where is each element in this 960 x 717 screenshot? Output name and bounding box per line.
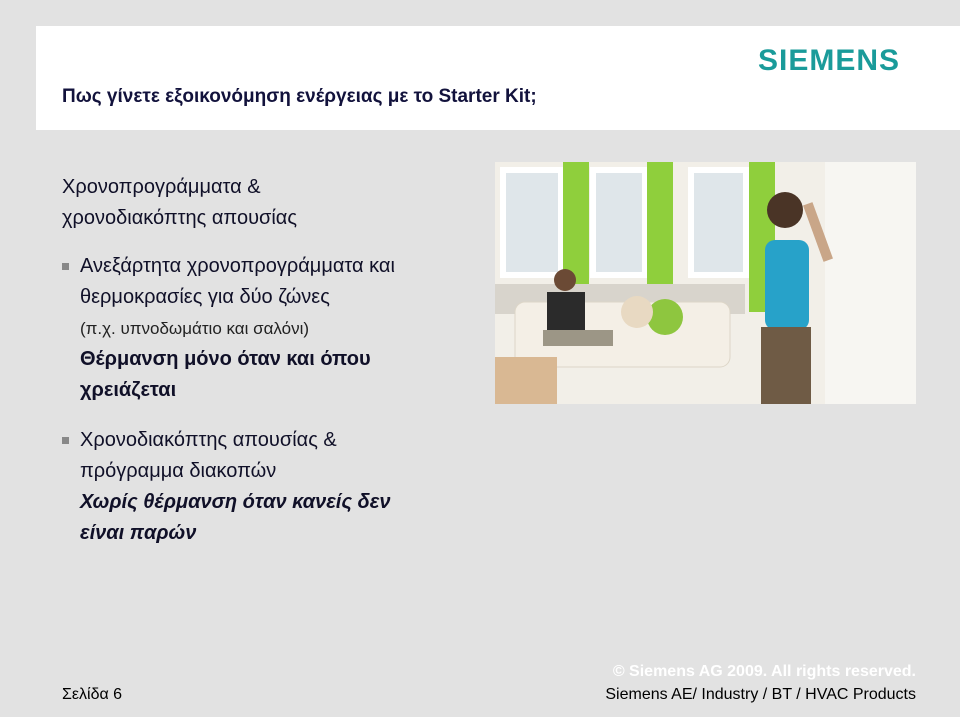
photo-illustration (495, 162, 916, 404)
header-band (36, 26, 960, 130)
square-bullet-icon (62, 263, 69, 270)
section-heading-line: χρονοδιακόπτης απουσίας (62, 207, 297, 229)
square-bullet-icon (62, 437, 69, 444)
bullet-emphasis: Θέρμανση μόνο όταν και όπου (80, 348, 371, 370)
section-heading (62, 172, 297, 234)
page-number: Σελίδα 6 (62, 686, 123, 703)
bullet-zones (62, 251, 462, 406)
bullet-line: πρόγραμμα διακοπών (80, 460, 277, 482)
bullet-note: (π.χ. υπνοδωμάτιο και σαλόνι) (80, 319, 310, 338)
bullet-line: Χρονοδιακόπτης απουσίας & (80, 429, 337, 451)
bullet-absence (62, 425, 462, 549)
section-heading-line: Χρονοπρογράμματα & (62, 176, 261, 198)
living-room-photo (495, 162, 916, 404)
siemens-logo: SIEMENS (758, 44, 901, 77)
page-title: Πως γίνετε εξοικονόμηση ενέργειας με το Starter Kit; (62, 86, 537, 107)
bullet-line: θερμοκρασίες για δύο ζώνες (80, 286, 330, 308)
footer-org: Siemens AE/ Industry / BT / HVAC Products (605, 686, 916, 703)
copyright-text: © Siemens AG 2009. All rights reserved. (612, 663, 916, 680)
bullet-line: Ανεξάρτητα χρονοπρογράμματα και (80, 255, 395, 277)
bullet-emphasis: χρειάζεται (80, 379, 177, 401)
bullet-emphasis: Χωρίς θέρμανση όταν κανείς δεν (80, 491, 391, 513)
bullet-emphasis: είναι παρών (80, 522, 197, 544)
